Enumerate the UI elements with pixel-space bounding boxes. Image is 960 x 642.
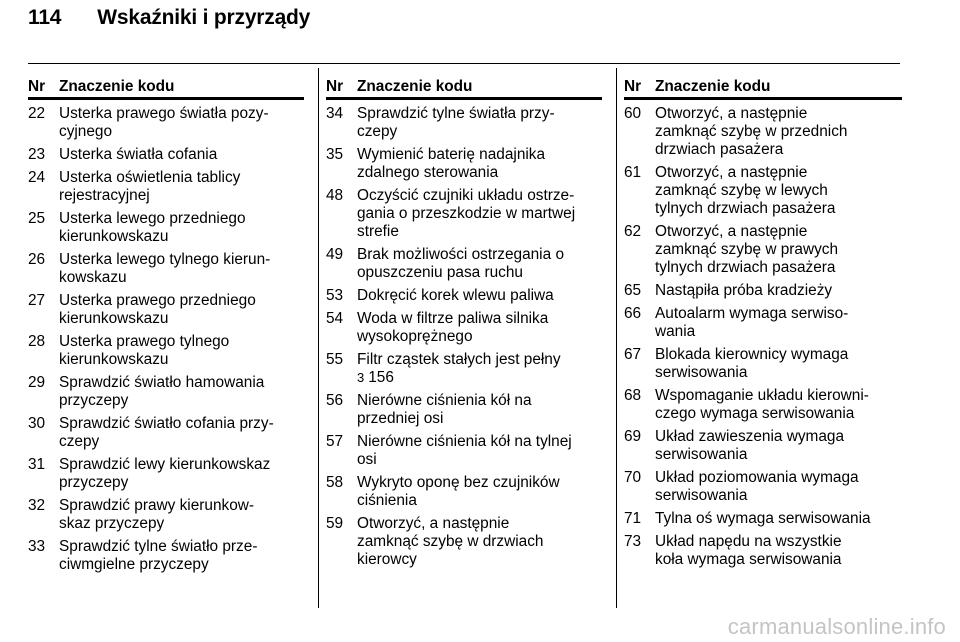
- code-number: 29: [28, 374, 46, 391]
- code-meaning: [59, 415, 304, 451]
- code-number: 34: [326, 105, 344, 122]
- code-number: 23: [28, 146, 46, 163]
- code-meaning: [655, 164, 902, 218]
- table-row: [624, 510, 902, 528]
- code-meaning-text: Usterka światła cofania: [59, 146, 218, 163]
- table-row: [326, 392, 602, 428]
- table-row: [28, 538, 304, 574]
- nr-header: Nr: [624, 78, 642, 95]
- page-number: 114: [28, 6, 62, 29]
- table-header: [624, 78, 902, 100]
- table-row: [624, 105, 902, 159]
- code-number: 26: [28, 251, 46, 268]
- table-row: [326, 310, 602, 346]
- code-meaning-text: Otworzyć, a następnie zamknąć szybę w przednich drzwiach pasażera: [655, 105, 848, 158]
- code-meaning-text: Usterka prawego przedniego kierunkowskazu: [59, 292, 256, 327]
- code-number: 31: [28, 456, 46, 473]
- table-row: [326, 351, 602, 387]
- code-number: 49: [326, 246, 344, 263]
- code-meaning-text: Blokada kierownicy wymaga serwisowania: [655, 346, 849, 381]
- code-number: 32: [28, 497, 46, 514]
- code-number: 59: [326, 515, 344, 532]
- code-number: 68: [624, 387, 642, 404]
- code-meaning: [655, 510, 902, 528]
- code-meaning-text: Tylna oś wymaga serwisowania: [655, 510, 871, 527]
- code-meaning: [655, 428, 902, 464]
- code-number: 58: [326, 474, 344, 491]
- code-number: 67: [624, 346, 642, 363]
- code-meaning: [357, 433, 602, 469]
- code-number: 65: [624, 282, 642, 299]
- code-meaning-text: Układ zawieszenia wymaga serwisowania: [655, 428, 845, 463]
- code-meaning: [655, 223, 902, 277]
- code-number: 25: [28, 210, 46, 227]
- code-number: 22: [28, 105, 46, 122]
- table-row: [326, 433, 602, 469]
- table-row: [624, 223, 902, 277]
- code-number: 73: [624, 533, 642, 550]
- code-meaning: [59, 169, 304, 205]
- code-meaning: [59, 292, 304, 328]
- table-row: [28, 105, 304, 141]
- code-meaning-text: Usterka lewego tylnego kierun- kowskazu: [59, 251, 271, 286]
- code-meaning: [357, 515, 602, 569]
- code-meaning-text: Woda w filtrze paliwa silnika wysokoprężnego: [357, 310, 549, 345]
- code-meaning-text: Wykryto oponę bez czujników ciśnienia: [357, 474, 560, 509]
- table-row: [28, 210, 304, 246]
- code-meaning: [59, 251, 304, 287]
- table-row: [326, 246, 602, 282]
- code-number: 33: [28, 538, 46, 555]
- code-meaning: [59, 146, 304, 164]
- table-row: [28, 292, 304, 328]
- page-header: [28, 6, 310, 30]
- code-meaning-text: Sprawdzić prawy kierunkow- skaz przyczepy: [59, 497, 255, 532]
- code-meaning-text: Dokręcić korek wlewu paliwa: [357, 287, 554, 304]
- table-row: [326, 287, 602, 305]
- code-number: 57: [326, 433, 344, 450]
- code-meaning: [59, 374, 304, 410]
- table-row: [624, 428, 902, 464]
- table-row: [28, 169, 304, 205]
- meaning-header: Znaczenie kodu: [655, 78, 771, 95]
- table-header: [28, 78, 304, 100]
- code-meaning-text: Nierówne ciśnienia kół na tylnej osi: [357, 433, 572, 468]
- table-row: [624, 469, 902, 505]
- code-meaning: [357, 146, 602, 182]
- code-table-column-2: [326, 78, 602, 574]
- table-row: [624, 346, 902, 382]
- code-meaning: [59, 538, 304, 574]
- code-number: 66: [624, 305, 642, 322]
- code-number: 48: [326, 187, 344, 204]
- code-meaning-text: Układ poziomowania wymaga serwisowania: [655, 469, 859, 504]
- code-number: 28: [28, 333, 46, 350]
- table-header: [326, 78, 602, 100]
- code-number: 24: [28, 169, 46, 186]
- code-meaning-text: Usterka lewego przedniego kierunkowskazu: [59, 210, 246, 245]
- table-row: [28, 374, 304, 410]
- meaning-header: Znaczenie kodu: [59, 78, 175, 95]
- code-meaning: [59, 333, 304, 369]
- code-meaning: [655, 469, 902, 505]
- column-divider: [318, 68, 319, 608]
- code-number: 60: [624, 105, 642, 122]
- code-meaning: [357, 474, 602, 510]
- code-meaning-text: Nierówne ciśnienia kół na przedniej osi: [357, 392, 532, 427]
- code-meaning-text: Autoalarm wymaga serwiso- wania: [655, 305, 849, 340]
- code-meaning: [655, 105, 902, 159]
- table-row: [28, 415, 304, 451]
- code-table-column-1: [28, 78, 304, 579]
- code-meaning: [59, 456, 304, 492]
- code-meaning-text: Usterka oświetlenia tablicy rejestracyjnej: [59, 169, 241, 204]
- code-meaning-text: Brak możliwości ostrzegania o opuszczeniu pasa ruchu: [357, 246, 564, 281]
- code-meaning: [655, 533, 902, 569]
- code-number: 69: [624, 428, 642, 445]
- code-meaning: [655, 305, 902, 341]
- code-number: 55: [326, 351, 344, 368]
- table-row: [28, 456, 304, 492]
- code-number: 61: [624, 164, 642, 181]
- code-meaning: [59, 210, 304, 246]
- code-table-column-3: [624, 78, 902, 574]
- table-row: [624, 387, 902, 423]
- code-meaning-text: Sprawdzić tylne światła przy- czepy: [357, 105, 555, 140]
- code-meaning-text: Układ napędu na wszystkie koła wymaga serwisowania: [655, 533, 842, 568]
- code-meaning-text: Otworzyć, a następnie zamknąć szybę w drzwiach kierowcy: [357, 515, 544, 568]
- watermark: carmanualsonline.info: [727, 614, 946, 639]
- code-meaning: [357, 392, 602, 428]
- code-meaning-text: Sprawdzić tylne światło prze- ciwmgielne przyczepy: [59, 538, 258, 573]
- page-reference[interactable]: 156: [368, 369, 394, 386]
- code-number: 62: [624, 223, 642, 240]
- code-meaning: [357, 287, 602, 305]
- code-number: 27: [28, 292, 46, 309]
- code-meaning-text: Sprawdzić światło cofania przy- czepy: [59, 415, 274, 450]
- nr-header: Nr: [28, 78, 46, 95]
- table-row: [28, 146, 304, 164]
- code-meaning-text: Usterka prawego światła pozy- cyjnego: [59, 105, 269, 140]
- code-number: 70: [624, 469, 642, 486]
- code-meaning-text: Otworzyć, a następnie zamknąć szybę w prawych tylnych drzwiach pasażera: [655, 223, 839, 276]
- code-number: 54: [326, 310, 344, 327]
- code-meaning-text: Wspomaganie układu kierowni- czego wymaga serwisowania: [655, 387, 869, 422]
- code-meaning-text: Sprawdzić lewy kierunkowskaz przyczepy: [59, 456, 271, 491]
- meaning-header: Znaczenie kodu: [357, 78, 473, 95]
- code-meaning-text: Usterka prawego tylnego kierunkowskazu: [59, 333, 230, 368]
- code-number: 71: [624, 510, 642, 527]
- table-row: [326, 187, 602, 241]
- code-meaning-text: Sprawdzić światło hamowania przyczepy: [59, 374, 265, 409]
- code-meaning-text: Wymienić baterię nadajnika zdalnego sterowania: [357, 146, 546, 181]
- table-row: [326, 474, 602, 510]
- code-meaning: [357, 351, 602, 387]
- table-row: [326, 146, 602, 182]
- table-row: [326, 105, 602, 141]
- nr-header: Nr: [326, 78, 344, 95]
- page-reference-icon: 3: [357, 370, 365, 385]
- code-meaning: [655, 387, 902, 423]
- table-row: [624, 164, 902, 218]
- code-meaning: [59, 105, 304, 141]
- code-meaning: [655, 346, 902, 382]
- table-row: [326, 515, 602, 569]
- table-row: [28, 497, 304, 533]
- code-meaning: [655, 282, 902, 300]
- table-row: [624, 282, 902, 300]
- code-meaning-text: Filtr cząstek stałych jest pełny: [357, 351, 561, 368]
- table-row: [624, 533, 902, 569]
- page-title: Wskaźniki i przyrządy: [97, 6, 311, 29]
- table-row: [28, 333, 304, 369]
- code-meaning-text: Otworzyć, a następnie zamknąć szybę w lewych tylnych drzwiach pasażera: [655, 164, 836, 217]
- code-meaning: [357, 187, 602, 241]
- table-row: [624, 305, 902, 341]
- column-divider: [616, 68, 617, 608]
- code-number: 53: [326, 287, 344, 304]
- code-meaning: [357, 105, 602, 141]
- header-rule: [28, 63, 900, 64]
- code-number: 56: [326, 392, 344, 409]
- code-meaning-text: Nastąpiła próba kradzieży: [655, 282, 833, 299]
- code-number: 35: [326, 146, 344, 163]
- table-row: [28, 251, 304, 287]
- code-meaning-text: Oczyścić czujniki układu ostrze- gania o przeszkodzie w martwej strefie: [357, 187, 576, 240]
- code-meaning: [357, 310, 602, 346]
- code-meaning: [357, 246, 602, 282]
- code-meaning: [59, 497, 304, 533]
- code-number: 30: [28, 415, 46, 432]
